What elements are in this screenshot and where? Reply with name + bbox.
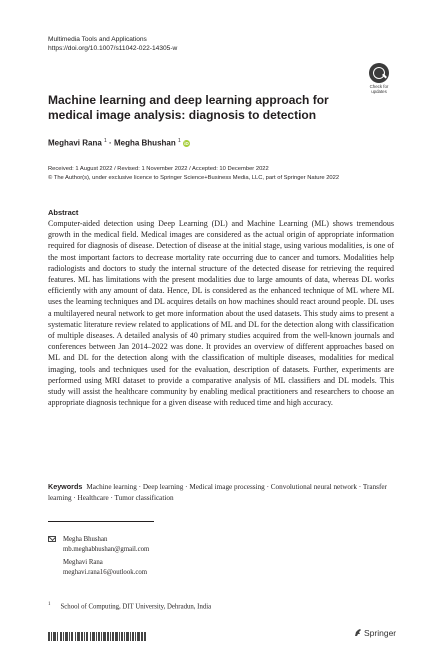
check-for-updates-icon xyxy=(369,63,389,83)
author-list xyxy=(48,138,190,148)
keywords-label: Keywords xyxy=(48,482,83,491)
publisher-name: Springer xyxy=(364,628,397,638)
affiliation-text: School of Computing, DIT University, Dehradun, India xyxy=(60,603,212,611)
check-for-updates-badge[interactable] xyxy=(365,63,393,93)
contact-email[interactable]: meghavi.rana16@outlook.com xyxy=(63,568,148,576)
abstract-heading: Abstract xyxy=(48,208,79,217)
envelope-icon xyxy=(48,536,56,542)
updates-badge-text: Check for updates xyxy=(369,84,389,94)
contact-entry xyxy=(48,558,149,577)
paper-title: Machine learning and deep learning approach for medical image analysis: diagnosis to detection xyxy=(48,93,329,122)
affiliation-marker: 1 xyxy=(104,138,107,144)
springer-horse-icon xyxy=(354,628,362,637)
content-barcode xyxy=(48,632,146,641)
journal-name: Multimedia Tools and Applications xyxy=(48,36,147,43)
journal-header xyxy=(48,35,177,53)
affiliation xyxy=(48,602,211,610)
affiliation-marker: 1 xyxy=(177,138,181,144)
affiliation-number: 1 xyxy=(48,602,51,607)
keywords-section xyxy=(48,481,394,504)
date-history: Received: 1 August 2022 / Revised: 1 November 2022 / Accepted: 10 December 2022 xyxy=(48,166,269,172)
publication-history xyxy=(48,165,339,183)
contact-entry xyxy=(48,535,149,554)
orcid-icon[interactable]: iD xyxy=(184,140,189,146)
journal-doi-link[interactable]: https://doi.org/10.1007/s11042-022-14305-w xyxy=(48,45,178,52)
abstract-text: Computer-aided detection using Deep Learning (DL) and Machine Learning (ML) shows tremendous growth in the medical field. Medical images are considered as the actual origin of appropriate information required for diagnosis of disease. Detection of disease at the initial stage, using various modalities, is one of the most important factors to decrease mortality rate occurring due to cancer and tumors. Modalities help radiologists and doctors to study the internal structure of the detected disease for retrieving the required features. ML has limitations with the present modalities due to large amounts of data, whereas DL works efficiently with any amount of data. Hence, DL is considered as the enhanced technique of ML where ML uses the learning techniques and DL acquires details on how machines should react around people. DL uses a multilayered neural network to get more information about the used datasets. This study aims to present a systematic literature review related to applications of ML and DL for the detection along with classification of multiple diseases. A detailed analysis of 40 primary studies acquired from the well-known journals and conferences between Jan 2014–2022 was done. It provides an overview of different approaches based on ML and DL for the detection along with the classification of multiple diseases, modalities for medical imaging, tools and techniques used for the evaluation, description of datasets. Further, experiments are performed using MRI dataset to provide a comparative analysis of ML classifiers and DL models. This study will assist the healthcare community by enabling medical practitioners and researchers to choose an appropriate diagnosis technique for a given disease with reduced time and high accuracy. xyxy=(48,219,394,408)
copyright-line: © The Author(s), under exclusive licence to Springer Science+Business Media, LLC, part of Springer Nature 2022 xyxy=(48,175,340,181)
author-name[interactable]: Megha Bhushan xyxy=(113,138,176,148)
contact-name: Megha Bhushan xyxy=(63,536,108,543)
footnote-divider xyxy=(48,521,154,522)
publisher-logo xyxy=(354,628,396,638)
corresponding-contacts xyxy=(48,535,149,577)
author-name[interactable]: Meghavi Rana xyxy=(48,138,102,148)
keywords-list: Machine learning · Deep learning · Medical image processing · Convolutional neural network · Transfer learning · Healthcare · Tumor classification xyxy=(48,483,387,502)
contact-email[interactable]: mb.meghabhushan@gmail.com xyxy=(63,545,150,553)
author-separator: · xyxy=(109,138,112,148)
contact-name: Meghavi Rana xyxy=(63,559,103,566)
